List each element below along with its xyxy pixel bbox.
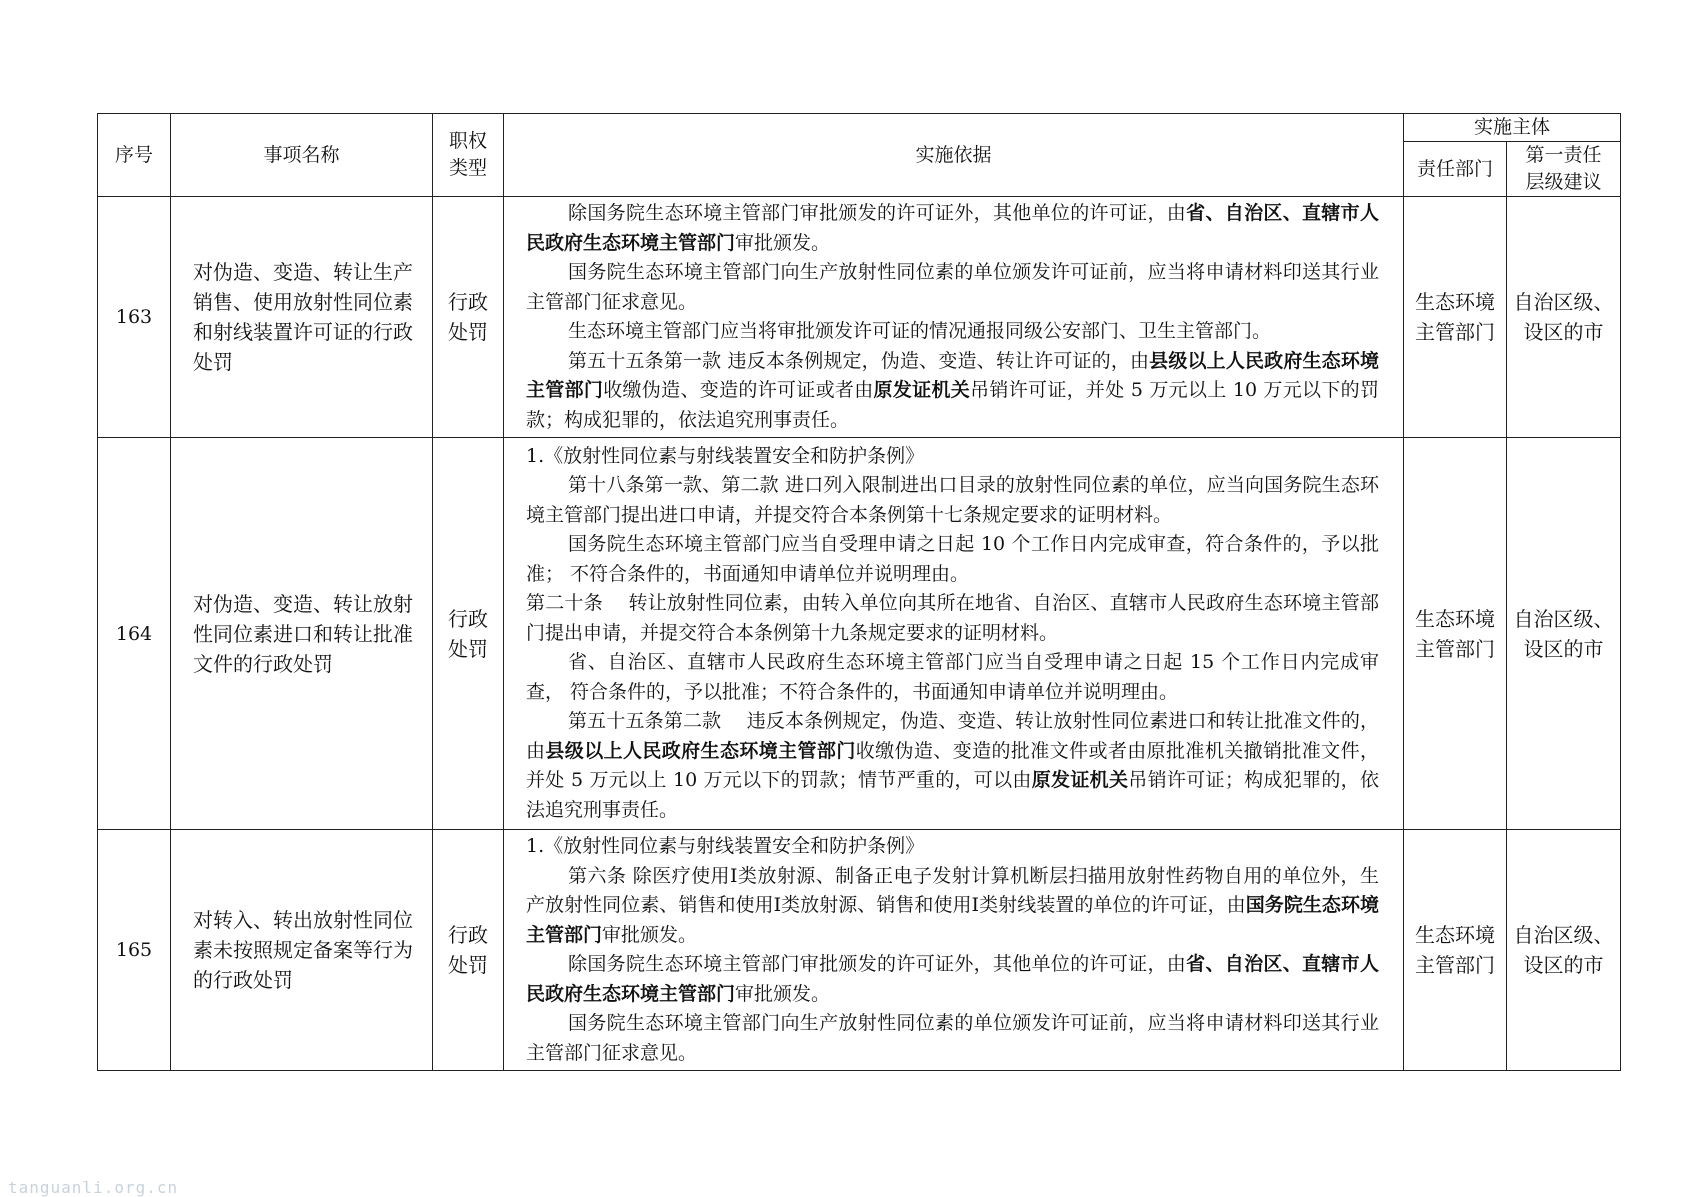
row-serial-number: 163: [98, 197, 171, 438]
basis-bold-authority: 国务院生态环境主管部门: [526, 894, 1379, 946]
basis-paragraph: [526, 950, 1379, 1009]
basis-text: 第六条 除医疗使用Ⅰ类放射源、制备正电子发射计算机断层扫描用放射性药物自用的单位外，生产放射性同位素、销售和使用Ⅰ类放射源、销售和使用Ⅰ类射线装置的单位的许可证，由: [526, 864, 1379, 916]
basis-bold-authority: 省、自治区、直辖市人民政府生态环境主管部门: [526, 953, 1379, 1005]
row-dept-line1: 生态环境: [1415, 606, 1495, 631]
row-responsible-dept: [1404, 438, 1507, 830]
row-dept-line1: 生态环境: [1415, 290, 1495, 314]
basis-text: 审批颁发。: [735, 982, 831, 1005]
row-dept-line1: 生态环境: [1415, 923, 1495, 947]
basis-text: 第五十五条第二款 违反本条例规定，伪造、变造、转让放射性同位素进口和转让批准文件的，由: [526, 710, 1379, 762]
header-power-type: [433, 114, 504, 197]
basis-text: 收缴伪造、变造的许可证或者由: [603, 379, 874, 401]
row-basis: [504, 438, 1404, 830]
basis-text: 第五十五条第一款 违反本条例规定，伪造、变造、转让许可证的，由: [568, 349, 1150, 372]
row-power-type: [433, 438, 504, 830]
row-level-suggestion: [1507, 830, 1621, 1071]
basis-text: 吊销许可证；构成犯罪的，依法追究刑事责任。: [526, 769, 1379, 821]
basis-paragraph: 国务院生态环境主管部门向生产放射性同位素的单位颁发许可证前，应当将申请材料印送其行业主管部门征求意见。: [526, 1012, 1379, 1064]
row-item-name: 对伪造、变造、转让放射性同位素进口和转让批准文件的行政处罚: [171, 438, 433, 830]
header-implementing-subject: 实施主体: [1404, 114, 1621, 142]
basis-text: 收缴伪造、变造的批准文件或者由原批准机关撤销批准文件，并处 5 万元以上 10 万元以下的罚款；情节严重的，可以由: [526, 739, 1379, 792]
basis-text: 吊销许可证，并处 5 万元以上 10 万元以下的罚款；构成犯罪的，依法追究刑事责任。: [526, 379, 1379, 431]
basis-text: 除国务院生态环境主管部门审批颁发的许可证外，其他单位的许可证，由: [568, 953, 1187, 975]
header-power-type-line1: 职权: [448, 130, 487, 152]
header-item-name: 事项名称: [171, 114, 433, 197]
basis-bold-authority: 省、自治区、直辖市人民政府生态环境主管部门: [526, 202, 1379, 254]
row-power-type-line1: 行政: [448, 923, 488, 947]
row-responsible-dept: [1404, 830, 1507, 1071]
row-level-line1: 自治区级、: [1513, 290, 1614, 314]
row-level-line1: 自治区级、: [1513, 923, 1614, 947]
row-dept-line2: 主管部门: [1415, 953, 1495, 977]
header-serial-number: 序号: [98, 114, 171, 197]
row-item-name: 对伪造、变造、转让生产销售、使用放射性同位素和射线装置许可证的行政处罚: [171, 197, 433, 438]
basis-paragraph: [526, 199, 1379, 258]
row-level-line2: 设区的市: [1523, 636, 1604, 661]
header-power-type-line2: 类型: [448, 157, 487, 179]
basis-paragraph: 生态环境主管部门应当将审批颁发许可证的情况通报同级公安部门、卫生主管部门。: [568, 320, 1272, 342]
row-level-line2: 设区的市: [1523, 953, 1604, 977]
table-row: [98, 197, 1621, 438]
row-power-type-line2: 处罚: [448, 953, 488, 977]
basis-paragraph: 省、自治区、直辖市人民政府生态环境主管部门应当自受理申请之日起 15 个工作日内完成审查， 符合条件的，予以批准；不符合条件的，书面通知申请单位并说明理由。: [526, 651, 1379, 703]
row-level-line2: 设区的市: [1523, 320, 1604, 344]
basis-text: 审批颁发。: [735, 231, 831, 254]
row-power-type-line1: 行政: [448, 290, 488, 314]
basis-text: 除国务院生态环境主管部门审批颁发的许可证外，其他单位的许可证，由: [568, 202, 1187, 224]
basis-text: 审批颁发。: [602, 923, 698, 946]
row-power-type-line1: 行政: [448, 606, 488, 631]
row-level-suggestion: [1507, 438, 1621, 830]
basis-bold-authority: 县级以上人民政府生态环境主管部门: [545, 739, 856, 762]
basis-paragraph: 1.《放射性同位素与射线装置安全和防护条例》: [526, 444, 925, 467]
basis-paragraph: [526, 347, 1379, 436]
basis-paragraph: 1.《放射性同位素与射线装置安全和防护条例》: [526, 835, 925, 857]
basis-paragraph: 第十八条第一款、第二款 进口列入限制进出口目录的放射性同位素的单位，应当向国务院生态环境主管部门提出进口申请，并提交符合本条例第十七条规定要求的证明材料。: [526, 474, 1379, 526]
header-level-line1: 第一责任: [1525, 144, 1602, 166]
row-level-line1: 自治区级、: [1513, 606, 1614, 631]
basis-bold-authority: 原发证机关: [873, 379, 971, 401]
row-level-suggestion: [1507, 197, 1621, 438]
row-serial-number: 164: [98, 438, 171, 830]
basis-paragraph: [526, 707, 1379, 825]
row-basis: [504, 830, 1404, 1071]
basis-paragraph: [526, 862, 1379, 951]
row-dept-line2: 主管部门: [1415, 320, 1495, 344]
enforcement-items-table: [97, 113, 1621, 1071]
header-level-line2: 层级建议: [1525, 171, 1602, 193]
row-power-type: [433, 197, 504, 438]
row-item-name: 对转入、转出放射性同位素未按照规定备案等行为的行政处罚: [171, 830, 433, 1071]
basis-paragraph: 国务院生态环境主管部门应当自受理申请之日起 10 个工作日内完成审查，符合条件的，予以批准； 不符合条件的，书面通知申请单位并说明理由。: [526, 533, 1379, 585]
row-power-type: [433, 830, 504, 1071]
basis-paragraph: 国务院生态环境主管部门向生产放射性同位素的单位颁发许可证前，应当将申请材料印送其行业主管部门征求意见。: [526, 261, 1379, 313]
row-power-type-line2: 处罚: [448, 320, 488, 344]
row-serial-number: 165: [98, 830, 171, 1071]
watermark: tanguanli.org.cn: [8, 1178, 179, 1197]
header-basis: 实施依据: [504, 114, 1404, 197]
header-responsible-dept: 责任部门: [1404, 142, 1507, 197]
row-responsible-dept: [1404, 197, 1507, 438]
header-level-suggestion: [1507, 142, 1621, 197]
table-row: [98, 830, 1621, 1071]
row-basis: [504, 197, 1404, 438]
basis-bold-authority: 县级以上人民政府生态环境主管部门: [526, 349, 1379, 401]
basis-bold-authority: 原发证机关: [1031, 769, 1129, 792]
basis-paragraph: 第二十条 转让放射性同位素，由转入单位向其所在地省、自治区、直辖市人民政府生态环境主管部门提出申请，并提交符合本条例第十九条规定要求的证明材料。: [526, 592, 1379, 644]
row-dept-line2: 主管部门: [1415, 636, 1495, 661]
row-power-type-line2: 处罚: [448, 636, 488, 661]
table-row: [98, 438, 1621, 830]
